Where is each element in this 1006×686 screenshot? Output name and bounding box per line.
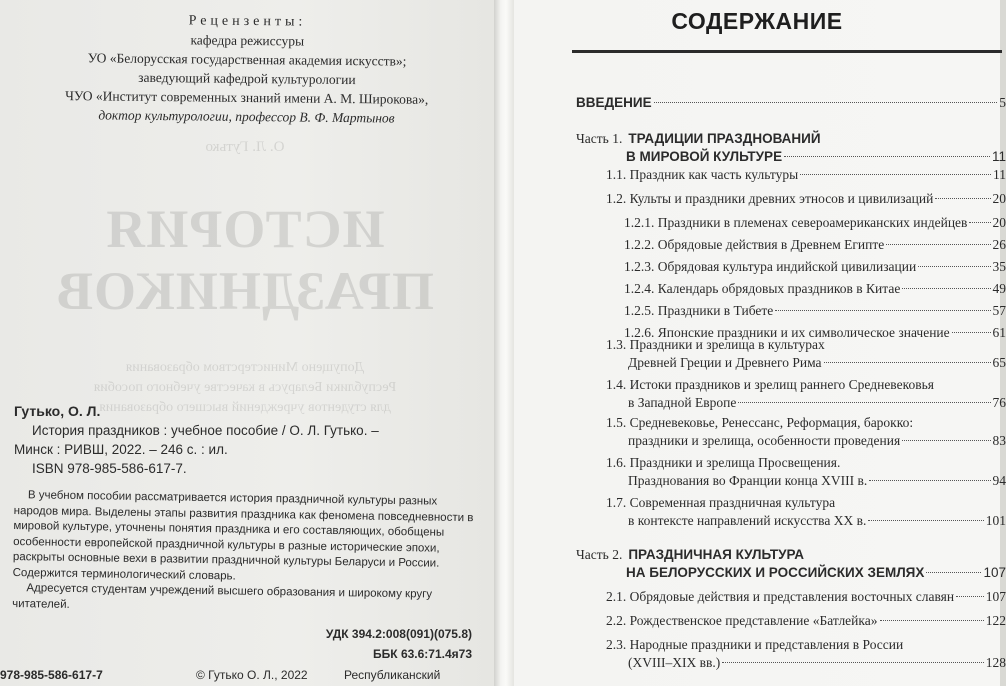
leader-dots [722,662,984,663]
toc-entry-part [576,130,1006,166]
toc-entry-part [576,546,1006,582]
part-heading-row [576,546,1006,564]
entry-text: 1.2.5. Праздники в Тибете [624,303,774,318]
biblio-line1: История праздников : учебное пособие / О. Л. Гутько. – [32,423,379,438]
reviewer-line: кафедра режиссуры [190,32,305,49]
leader-dots [952,332,991,333]
page-number: 76 [992,395,1006,410]
part-title-line2: НА БЕЛОРУССКИХ И РОССИЙСКИХ ЗЕМЛЯХ [626,565,925,580]
toc-row [576,94,1006,112]
intro-label: ВВЕДЕНИЕ [576,95,652,110]
left-page [0,0,494,686]
entry-text: 2.2. Рождественское представление «Батлейка» [606,613,878,628]
toc-entry [576,302,1006,320]
annotation-paragraph: В учебном пособии рассматривается история праздничной культуры разных народов мира. Выделены этапы развития праздника как феномена повседневности в мировой культуре, уточнены понятия праздника и его составляющих, обобщены особенности европейской праздничной культуры в разные исторические эпохи, раскрыты основные вехи в развитии праздничной культуры Беларуси и России. Содержится терминологический словарь. [12,489,474,582]
bibliographic-record [14,402,484,478]
page-number: 107 [983,565,1006,580]
toc-entry [576,376,1006,412]
annotation [12,488,474,619]
leader-dots [935,198,990,199]
toc-row [624,302,1006,320]
entry-text: 1.3. Праздники и зрелища в культурах [606,337,825,352]
page-number: 128 [985,655,1006,670]
title-rule [572,50,1002,53]
reviewer-line: заведующий кафедрой культурологии [138,69,356,88]
part-label: Часть 2. [576,547,623,562]
toc-entry [576,166,1006,184]
page-number: 107 [985,589,1006,604]
book-spine [494,0,514,686]
page-number: 94 [992,473,1006,488]
entry-text: 1.4. Истоки праздников и зрелищ раннего Средневековья [606,377,934,392]
part-heading-row [576,148,1006,166]
toc-entry [576,494,1006,530]
leader-dots [784,156,990,157]
entry-text: 1.6. Праздники и зрелища Просвещения. [606,455,841,470]
biblio-line2: Минск : РИВШ, 2022. – 246 с. : ил. [14,442,228,457]
leader-dots [868,520,983,521]
right-page [514,0,1006,686]
toc-entry [576,454,1006,490]
leader-dots [775,310,990,311]
toc-entry [576,612,1006,630]
copyright: © Гутько О. Л., 2022 [196,668,308,682]
biblio-isbn: ISBN 978-985-586-617-7. [32,461,187,476]
toc-entry [576,280,1006,298]
toc-row [606,394,1006,412]
toc-row [606,432,1006,450]
page-number: 65 [992,355,1006,370]
entry-text: 2.3. Народные праздники и представления в России [606,637,904,652]
toc-row [606,612,1006,630]
page-number: 122 [985,613,1006,628]
entry-text: 1.2.2. Обрядовые действия в Древнем Египте [624,237,885,252]
entry-text-cont: в контексте направлений искусства XX в. [628,513,867,528]
page-number: 5 [999,95,1006,110]
toc-row [606,654,1006,672]
page-number: 11 [993,167,1006,182]
part-heading-row [576,564,1006,582]
entry-text: 1.2. Культы и праздники древних этносов и цивилизаций [606,191,934,206]
page-number: 20 [992,191,1006,206]
toc-row [606,472,1006,490]
entry-text: 1.7. Современная праздничная культура [606,495,836,510]
isbn-cut: 978-985-586-617-7 [0,668,103,682]
reviewer-line: ЧУО «Институт современных знаний имени А. М. Широкова», [65,88,429,107]
entry-text-cont: праздники и зрелища, особенности проведения [628,433,901,448]
reviewers-heading: Рецензенты: [188,13,307,30]
entry-text: 1.2.6. Японские праздники и их символическое значение [624,325,950,340]
classification-codes [272,624,472,664]
toc-row [606,454,1006,472]
ghost-title-line1: ИСТОРИЯ [105,199,385,259]
toc-row [606,190,1006,208]
ghost-sub-line2: Республики Беларусь в качестве учебного пособия [93,380,397,395]
toc-row [606,354,1006,372]
toc-entry [576,258,1006,276]
part-title-line2: В МИРОВОЙ КУЛЬТУРЕ [626,149,783,164]
page-number: 49 [992,281,1006,296]
page-number: 101 [985,513,1006,528]
toc-row [624,214,1006,232]
toc-row [606,376,1006,394]
ghost-sub-line1: Допущено Министерством образования [125,360,365,375]
leader-dots [869,480,990,481]
leader-dots [880,620,984,621]
entry-text: 1.5. Средневековье, Ренессанс, Реформация, барокко: [606,415,914,430]
toc-row [606,512,1006,530]
toc-row [606,336,1006,354]
ghost-title-line2: ПРАЗДНИКОВ [56,261,434,321]
toc-entry [576,236,1006,254]
page-number: 57 [992,303,1006,318]
page-number: 26 [992,237,1006,252]
part-heading-row [576,130,1006,148]
leader-dots [969,222,990,223]
toc-entry [576,414,1006,450]
entry-text: 1.2.4. Календарь обрядовых праздников в Китае [624,281,901,296]
entry-text-cont: Празднования во Франции конца XVIII в. [628,473,868,488]
part-label: Часть 1. [576,131,623,146]
entry-text-cont: в Западной Европе [628,395,737,410]
toc-row [624,236,1006,254]
bbk-code: ББК 63.6:71.4я73 [373,647,472,661]
entry-text: 1.1. Праздник как часть культуры [606,167,799,182]
toc-row [624,258,1006,276]
leader-dots [926,572,981,573]
leader-dots [824,362,991,363]
leader-dots [886,244,990,245]
reviewer-line: доктор культурологии, профессор В. Ф. Мартынов [98,107,395,126]
page-number: 61 [992,325,1006,340]
ghost-sub-line3: для студентов учреждений высшего образования [99,400,391,415]
page-number: 83 [992,433,1006,448]
entry-text: 1.2.1. Праздники в племенах североамериканских индейцев [624,215,968,230]
udk-code: УДК 394.2:008(091)(075.8) [325,627,472,641]
biblio-author: Гутько, О. Л. [14,403,101,419]
entry-text: 2.1. Обрядовые действия и представления восточных славян [606,589,955,604]
leader-dots [902,288,990,289]
toc-row [606,414,1006,432]
entry-text-cont: (XVIII–XIX вв.) [628,655,721,670]
toc-row [606,494,1006,512]
toc-entry [576,588,1006,606]
reviewers-block [0,9,495,128]
annotation-paragraph: Адресуется студентам учреждений высшего образования и широкому кругу читателей. [12,582,433,611]
page-title: СОДЕРЖАНИЕ [671,8,843,34]
toc-entry [576,636,1006,672]
ghost-author: О. Л. Гутько [205,139,285,155]
page-number: 35 [992,259,1006,274]
page-number: 20 [992,215,1006,230]
entry-text-cont: Древней Греции и Древнего Рима [628,355,822,370]
leader-dots [918,266,990,267]
toc-entry-intro [576,94,1006,112]
part-title-line1: ТРАДИЦИИ ПРАЗДНОВАНИЙ [628,131,821,146]
toc-entry [576,190,1006,208]
publisher-cut: Республиканский [344,668,441,682]
mirrored-title-page-bleed [30,136,460,418]
leader-dots [902,440,990,441]
entry-text: 1.2.3. Обрядовая культура индийской цивилизации [624,259,917,274]
page-number: 11 [991,149,1006,164]
leader-dots [956,596,984,597]
toc-entry [576,336,1006,372]
toc-entry [576,214,1006,232]
toc-row [606,588,1006,606]
reviewer-line: УО «Белорусская государственная академия искусств»; [87,50,407,69]
leader-dots [654,102,998,103]
leader-dots [738,402,990,403]
part-title-line1: ПРАЗДНИЧНАЯ КУЛЬТУРА [628,547,805,562]
toc-row [606,636,1006,654]
toc-row [624,280,1006,298]
toc-row [606,166,1006,184]
leader-dots [800,174,991,175]
